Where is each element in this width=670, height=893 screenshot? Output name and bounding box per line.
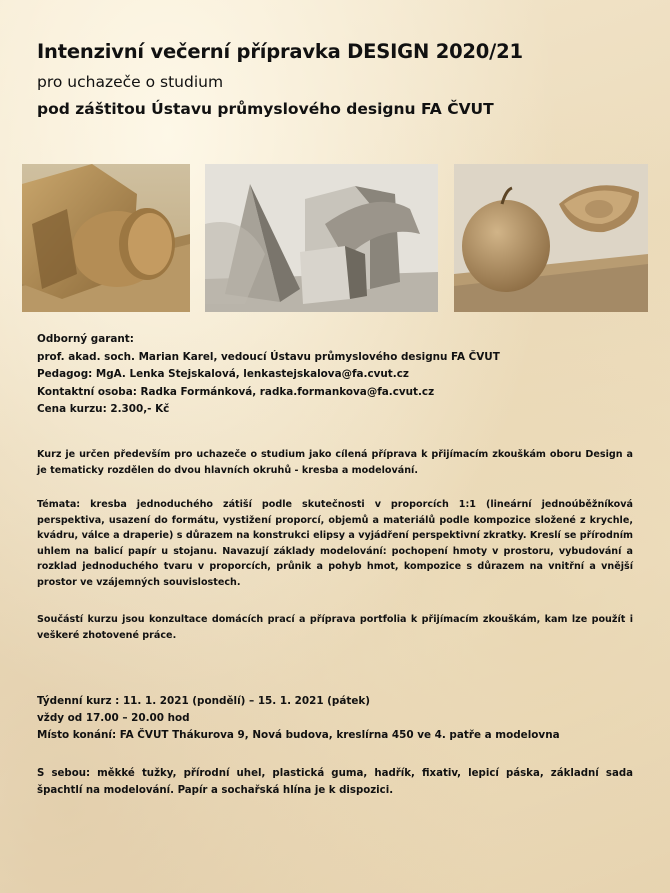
teacher-line: Pedagog: MgA. Lenka Stejskalová, lenkastejskalova@fa.cvut.cz xyxy=(37,368,409,381)
page-title: Intenzivní večerní přípravka DESIGN 2020/21 xyxy=(37,40,523,63)
garant-value: prof. akad. soch. Marian Karel, vedoucí Ústavu průmyslového designu FA ČVUT xyxy=(37,350,500,363)
schedule-week: Týdenní kurz : 11. 1. 2021 (pondělí) – 15. 1. 2021 (pátek) xyxy=(37,695,371,707)
topics-paragraph: Témata: kresba jednoduchého zátiší podle skutečnosti v proporcích 1:1 (lineární jednoúběžníková perspektiva, usazení do formátu, vystižení proporcí, objemů a materiálů podle kompozice složené z krychle, kvádru, válce a draperie) s důrazem na konstrukci elipsy a vyjádření perspektivní zkratky. Kreslí se přírodním uhlem na balicí papír u stojanu. Navazují základy modelování: pochopení hmoty v prostoru, vybudování a rozklad jednoduchého tvaru v proporcích, průnik a pohyb hmot, kompozice s důrazem na vnitřní a vnější prostor ve vzájemných souvislostech. xyxy=(37,499,633,588)
photo-charcoal-drawing xyxy=(205,164,438,312)
subtitle-2: pod záštitou Ústavu průmyslového designu FA ČVUT xyxy=(37,100,494,118)
price-line: Cena kurzu: 2.300,- Kč xyxy=(37,403,170,416)
intro-paragraph: Kurz je určen především pro uchazeče o studium jako cílená příprava k přijímacím zkouškám oboru Design a je tematicky rozdělen do dvou hlavních okruhů - kresba a modelování. xyxy=(37,449,633,476)
consult-paragraph: Součástí kurzu jsou konzultace domácích prací a příprava portfolia k přijímacím zkouškám, kam lze použít i veškeré zhotovené práce. xyxy=(37,614,633,641)
schedule-time: vždy od 17.00 – 20.00 hod xyxy=(37,712,190,725)
garant-label: Odborný garant: xyxy=(37,333,134,345)
photo-clay-blocks xyxy=(22,164,190,312)
subtitle-1: pro uchazeče o studium xyxy=(37,73,224,91)
photo-clay-apples xyxy=(454,164,648,312)
course-info xyxy=(37,331,500,419)
bring-list: S sebou: měkké tužky, přírodní uhel, plastická guma, hadřík, fixativ, lepicí páska, základní sada špachtlí na modelování. Papír a sochařská hlína je k dispozici. xyxy=(37,768,633,797)
schedule-place: Místo konání: FA ČVUT Thákurova 9, Nová budova, kreslírna 450 ve 4. patře a modelovna xyxy=(37,729,560,742)
schedule xyxy=(37,693,560,745)
contact-line: Kontaktní osoba: Radka Formánková, radka.formankova@fa.cvut.cz xyxy=(37,385,435,398)
